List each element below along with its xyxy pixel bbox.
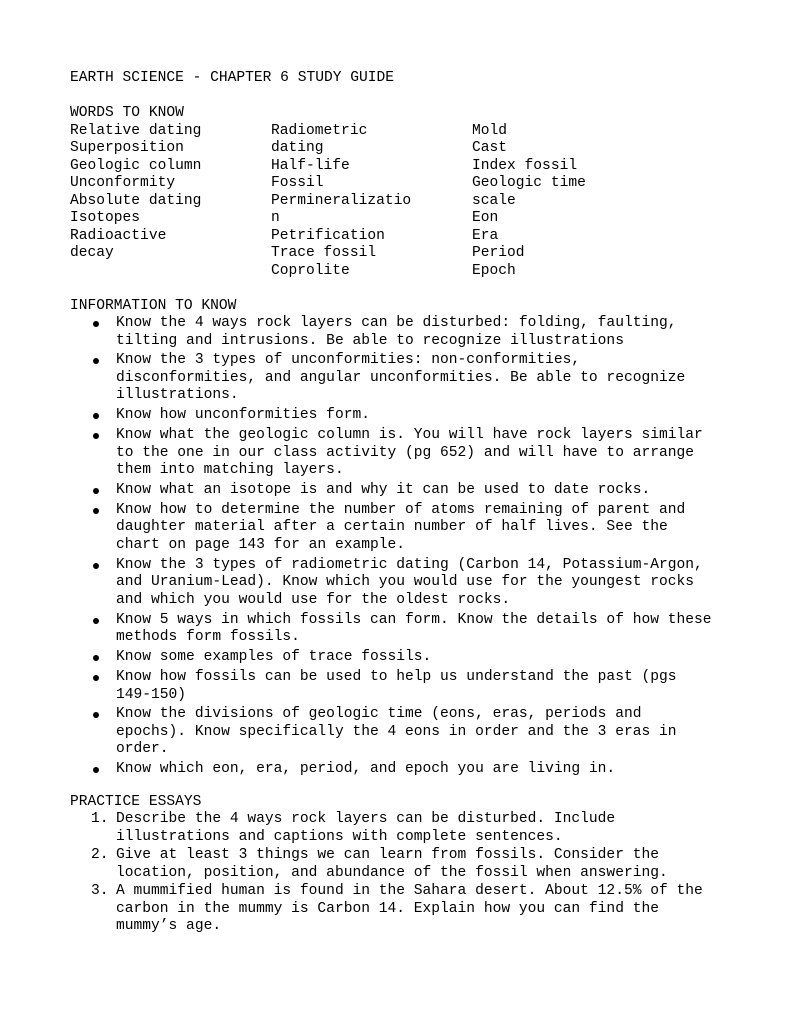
words-column-1 <box>70 123 271 281</box>
bullet-icon <box>93 433 99 439</box>
bullet-icon <box>93 675 99 681</box>
word-term: Geologic time <box>472 175 586 191</box>
word-term: scale <box>472 192 516 209</box>
words-heading: WORDS TO KNOW <box>70 105 184 121</box>
word-term: Petrification <box>271 227 385 244</box>
essay-item <box>70 847 716 882</box>
essay-item <box>70 883 716 936</box>
bullet-icon <box>93 767 99 773</box>
word-term: n <box>271 210 280 226</box>
word-term: Index fossil <box>472 157 578 174</box>
word-term: Permineralizatio <box>271 192 412 209</box>
list-item-text: Know the 3 types of unconformities: non-conformities, disconformities, and angular unconformities. Be able to recognize illustrations. <box>116 352 686 404</box>
list-item <box>70 407 716 425</box>
page-title: EARTH SCIENCE - CHAPTER 6 STUDY GUIDE <box>70 70 395 86</box>
list-item-text: Know the divisions of geologic time (eons, eras, periods and epochs). Know specifically the 4 eons in order and the 3 eras in order. <box>116 706 677 758</box>
bullet-icon <box>93 712 99 718</box>
words-column-3 <box>472 123 672 281</box>
essay-text: Give at least 3 things we can learn from fossils. Consider the location, position, and abundance of the fossil when answering. <box>116 847 668 881</box>
word-term: Coprolite <box>271 262 350 279</box>
information-list <box>70 315 730 779</box>
word-term: decay <box>70 245 114 261</box>
word-term: Epoch <box>472 262 516 279</box>
essay-number: 3. <box>91 883 109 900</box>
word-term: Relative dating <box>70 122 202 139</box>
study-guide-page <box>70 70 730 937</box>
list-item <box>70 649 716 667</box>
word-term: Era <box>472 227 499 244</box>
list-item-text: Know the 4 ways rock layers can be disturbed: folding, faulting, tilting and intrusions. Be able to recognize illustrations <box>116 315 677 349</box>
list-item-text: Know the 3 types of radiometric dating (Carbon 14, Potassium-Argon, and Uranium-Lead). Know which you would use for the youngest rocks and which you would use for the oldest rocks. <box>116 556 703 608</box>
list-item-text: Know what an isotope is and why it can be used to date rocks. <box>116 482 651 499</box>
list-item-text: Know which eon, era, period, and epoch you are living in. <box>116 761 616 778</box>
word-term: Geologic column <box>70 157 202 174</box>
list-item-text: Know some examples of trace fossils. <box>116 649 432 666</box>
list-item <box>70 761 716 779</box>
word-term: Radioactive <box>70 227 167 244</box>
list-item <box>70 427 716 480</box>
bullet-icon <box>93 488 99 494</box>
word-term: Radiometric <box>271 122 368 139</box>
bullet-icon <box>93 618 99 624</box>
word-term: Trace fossil <box>271 245 377 261</box>
bullet-icon <box>93 655 99 661</box>
word-term: Half-life <box>271 157 350 174</box>
list-item-text: Know how fossils can be used to help us understand the past (pgs 149-150) <box>116 669 677 703</box>
list-item <box>70 352 716 405</box>
bullet-icon <box>93 563 99 569</box>
practice-essays-list <box>70 811 730 936</box>
essay-text: Describe the 4 ways rock layers can be disturbed. Include illustrations and captions with complete sentences. <box>116 811 616 845</box>
essay-number: 2. <box>91 847 109 864</box>
bullet-icon <box>93 508 99 514</box>
essay-item <box>70 811 716 846</box>
essay-text: A mummified human is found in the Sahara desert. About 12.5% of the carbon in the mummy is Carbon 14. Explain how you can find the mummy’s age. <box>116 883 703 935</box>
word-term: Mold <box>472 122 508 139</box>
list-item <box>70 482 716 500</box>
word-term: Superposition <box>70 140 184 156</box>
list-item <box>70 612 716 647</box>
word-term: dating <box>271 140 324 156</box>
practice-essays-heading: PRACTICE ESSAYS <box>70 793 202 810</box>
bullet-icon <box>93 358 99 364</box>
word-term: Cast <box>472 140 508 156</box>
list-item <box>70 706 716 759</box>
essay-number: 1. <box>91 811 109 828</box>
list-item <box>70 502 716 555</box>
word-term: Eon <box>472 210 499 226</box>
bullet-icon <box>93 413 99 419</box>
words-column-2 <box>271 123 472 281</box>
word-term: Fossil <box>271 175 324 191</box>
list-item <box>70 315 716 350</box>
word-term: Isotopes <box>70 210 141 226</box>
word-term: Absolute dating <box>70 192 202 209</box>
word-term: Period <box>472 245 525 261</box>
list-item <box>70 557 716 610</box>
list-item-text: Know 5 ways in which fossils can form. Know the details of how these methods form fossils. <box>116 611 712 646</box>
word-term: Unconformity <box>70 175 176 191</box>
information-heading: INFORMATION TO KNOW <box>70 297 237 314</box>
list-item-text: Know how unconformities form. <box>116 407 370 424</box>
words-table <box>70 123 730 281</box>
list-item <box>70 669 716 704</box>
list-item-text: Know what the geologic column is. You will have rock layers similar to the one in our class activity (pg 652) and will have to arrange them into matching layers. <box>116 427 703 479</box>
bullet-icon <box>93 321 99 327</box>
list-item-text: Know how to determine the number of atoms remaining of parent and daughter material after a certain number of half lives. See the chart on page 143 for an example. <box>116 501 686 553</box>
